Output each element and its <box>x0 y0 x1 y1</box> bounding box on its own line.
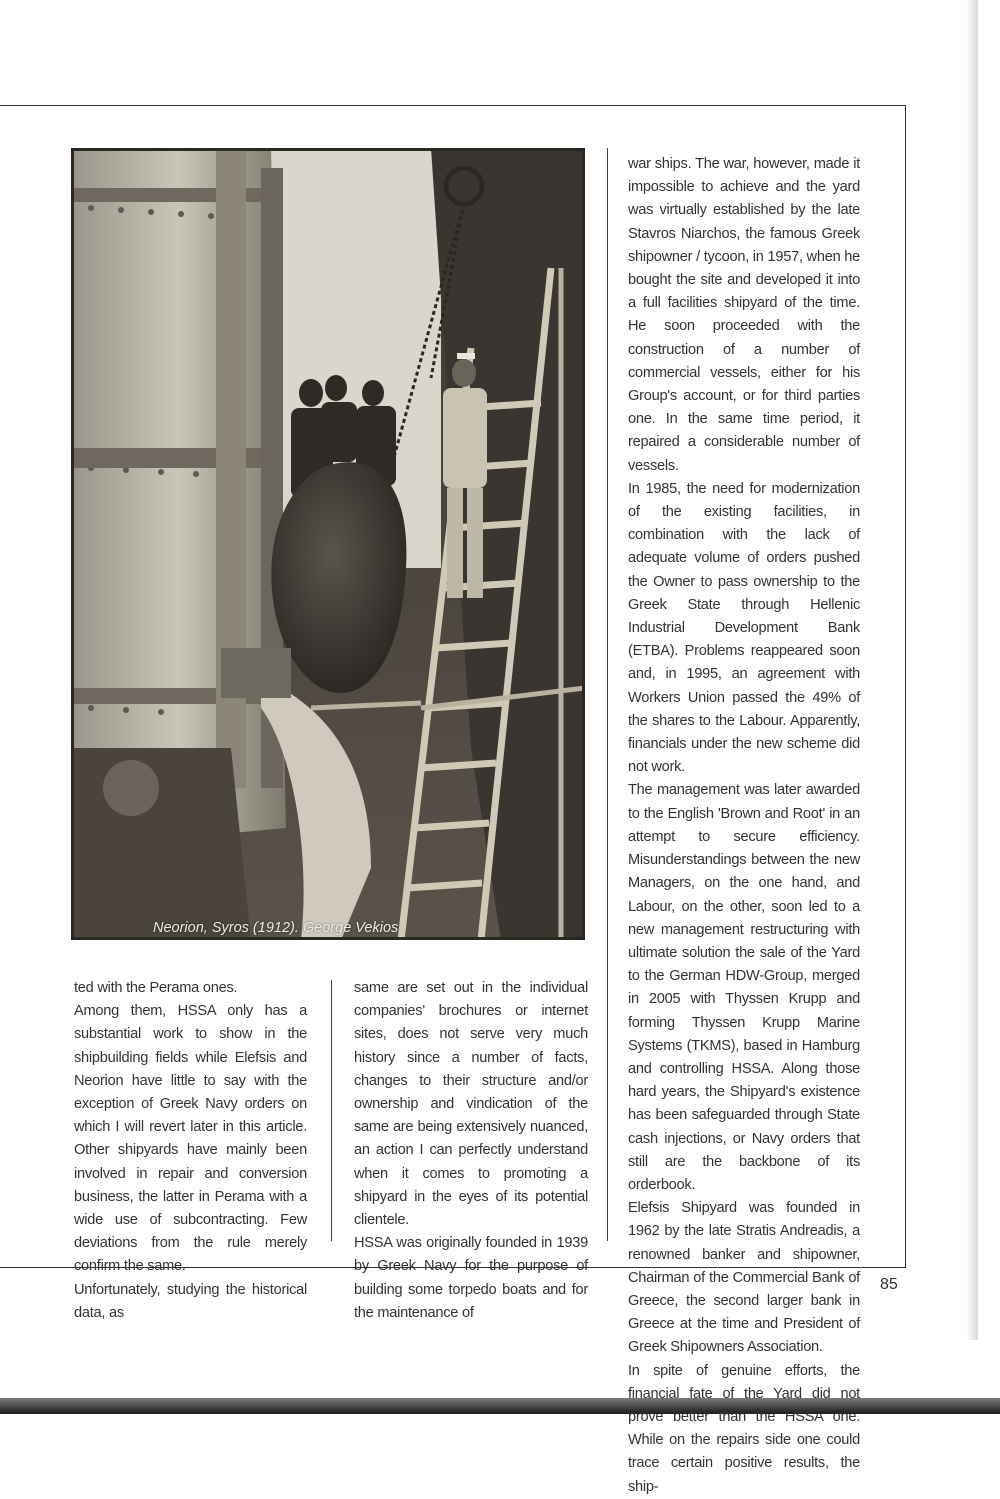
column-divider-left <box>331 980 332 1241</box>
paragraph: Among them, HSSA only has a substantial work to show in the shipbuilding fields while Elefsis and Neorion have little to say with the exception of Greek Navy orders on which I will revert later in this article. Other shipyards have mainly been involved in repair and conversion business, the latter in Perama with a wide use of subcontracting. Few deviations from the rule merely confirm the same. <box>74 1003 307 1275</box>
paragraph: ted with the Perama ones. <box>74 980 238 996</box>
column-divider-right <box>607 148 608 1241</box>
column-right <box>628 153 860 1499</box>
right-rule <box>905 105 906 1268</box>
paragraph: Unfortunately, studying the historical data, as <box>74 1281 307 1321</box>
top-rule <box>0 105 906 106</box>
column-left <box>74 977 307 1325</box>
paragraph: same are set out in the individual companies' brochures or internet sites, does not serve very much history since a number of facts, changes to their structure and/or ownership and vindication of the same are being extensively nuanced, an action I can perfectly understand when it comes to promoting a shipyard in the eyes of its potential clientele. <box>354 980 588 1229</box>
paragraph: war ships. The war, however, made it impossible to achieve and the yard was virtually established by the late Stavros Niarchos, the famous Greek shipowner / tycoon, in 1957, when he bought the site and developed it into a full facilities shipyard of the time. He soon proceeded with the construction of a number of commercial vessels, either for his Group's account, or for third parties one. In the same time period, it repaired a considerable number of vessels. <box>628 156 860 474</box>
photo-illustration <box>71 148 585 940</box>
page-number: 85 <box>880 1276 898 1293</box>
historic-photo <box>71 148 585 940</box>
paragraph: The management was later awarded to the English 'Brown and Root' in an attempt to secure efficiency. Misunderstandings between the new Managers, on the one hand, and Labour, on the other, soon led to a new management restructuring with ultimate solution the sale of the Yard to the German HDW-Group, merged in 2005 with Thyssen Krupp and forming Thyssen Krupp Marine Systems (TKMS), based in Hamburg and controlling HSSA. Along those hard years, the Shipyard's existence has been safeguarded through State cash injections, or Navy orders that still are the backbone of its orderbook. <box>628 782 860 1193</box>
paragraph: Elefsis Shipyard was founded in 1962 by the late Stratis Andreadis, a renowned banker and shipowner, Chairman of the Commercial Bank of Greece, the second larger bank in Greece at the time and President of Greek Shipowners Association. <box>628 1200 860 1356</box>
paragraph: In spite of genuine efforts, the financial fate of the Yard did not prove better than the HSSA one. While on the repairs side one could trace certain positive results, the ship- <box>628 1362 860 1495</box>
photo-caption: Neorion, Syros (1912). George Vekios <box>153 920 399 936</box>
page-edge-shadow <box>966 0 978 1340</box>
paragraph: In 1985, the need for modernization of the existing facilities, in combination with the lack of adequate volume of orders pushed the Owner to pass ownership to the Greek State through Hellenic Industrial Development Bank (ETBA). Problems reappeared soon and, in 1995, an agreement with Workers Union passed the 49% of the shares to the Labour. Apparently, financials under the new scheme did not work. <box>628 480 860 776</box>
column-middle <box>354 977 588 1325</box>
paragraph: HSSA was originally founded in 1939 by Greek Navy for the purpose of building some torpedo boats and for the maintenance of <box>354 1235 588 1321</box>
